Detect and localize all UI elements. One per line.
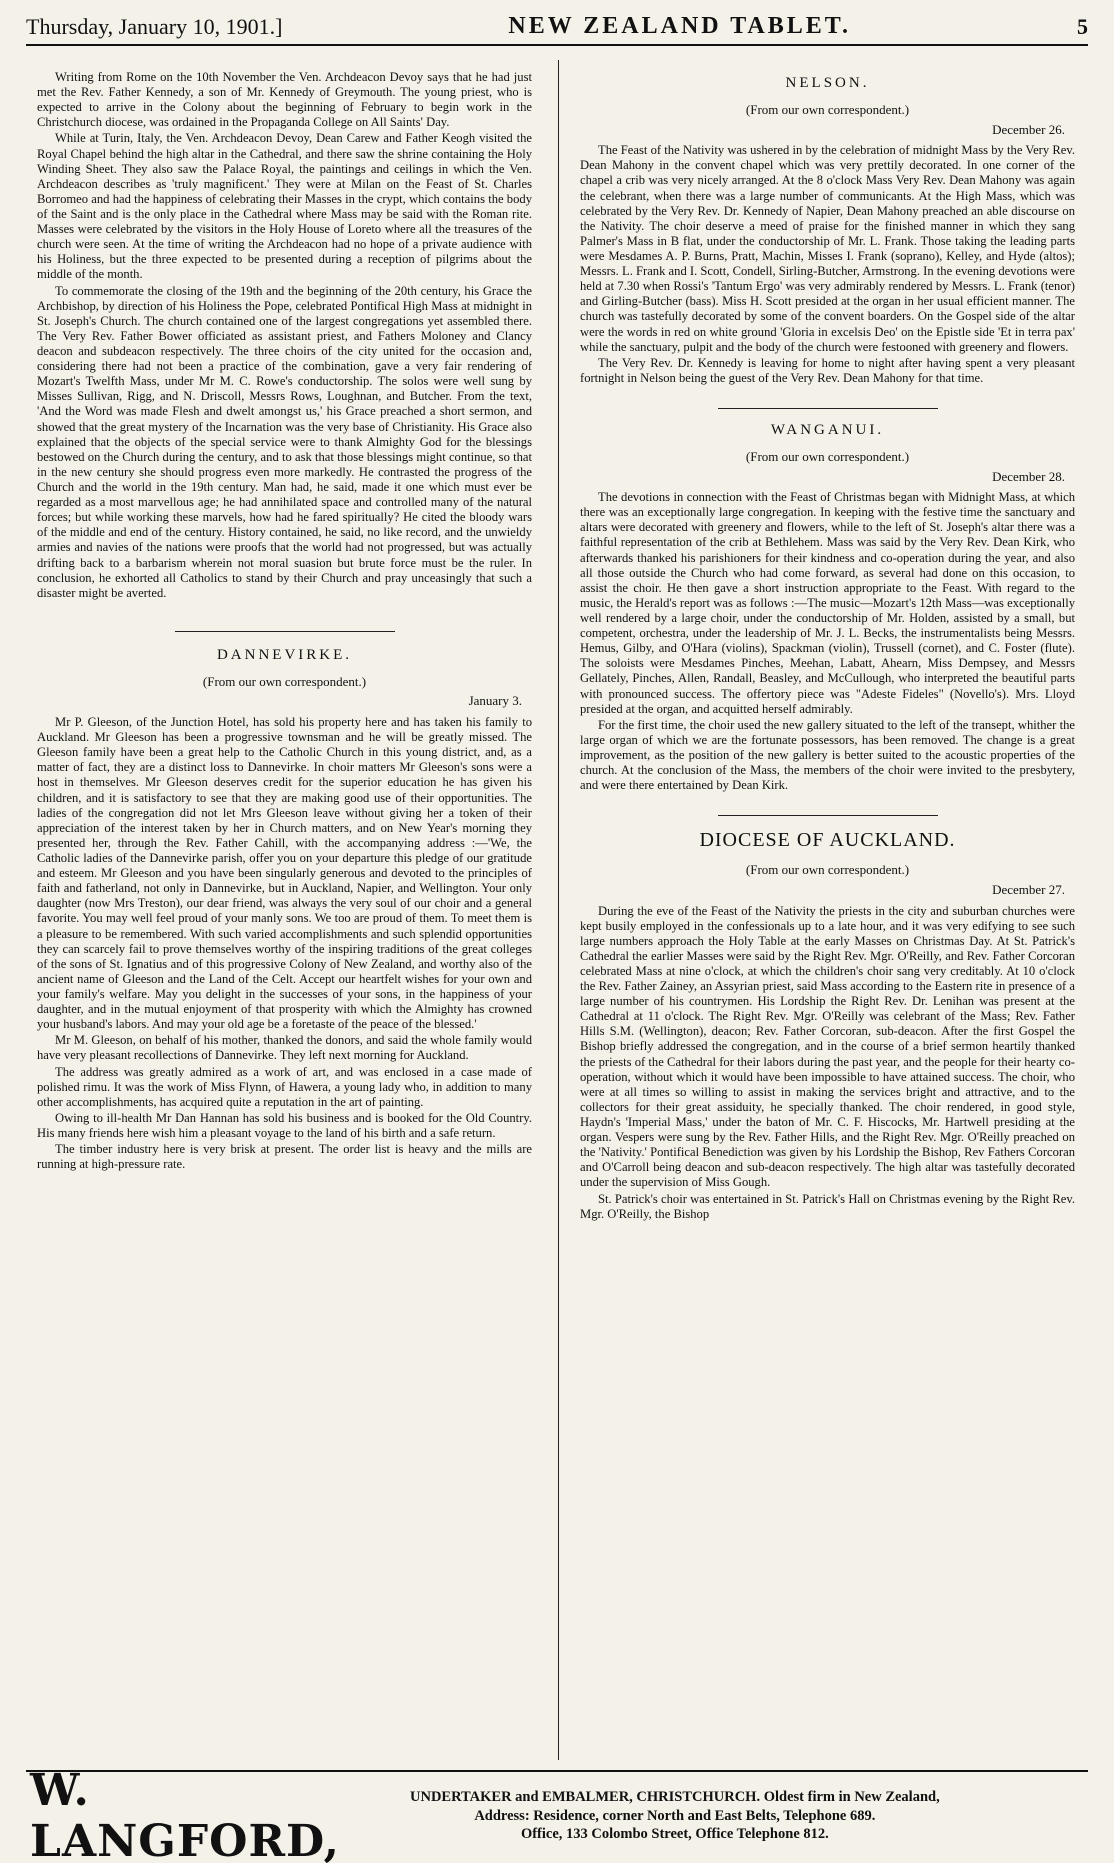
wanganui-date: December 28. xyxy=(992,468,1065,484)
page-number: 5 xyxy=(1076,14,1088,39)
right-column xyxy=(580,70,1075,1750)
nelson-byline: (From our own correspondent.) xyxy=(745,102,910,117)
dannevirke-paragraph: The address was greatly admired as a work of art, and was enclosed in a case made of polished rimu. It was the work of Miss Flynn, of Hawera, a young lady who, in addition to many other accomplishments, has acquired quite a reputation in the art of painting. xyxy=(37,1064,532,1109)
dannevirke-byline: (From our own correspondent.) xyxy=(202,673,367,689)
auckland-paragraph: St. Patrick's choir was entertained in St. Patrick's Hall on Christmas evening by the Right Rev. Mgr. O'Reilly, the Bishop xyxy=(580,1191,1075,1221)
rome-paragraph: While at Turin, Italy, the Ven. Archdeacon Devoy, Dean Carew and Father Keogh visited the Royal Chapel behind the high altar in the Cathedral, and there saw the shrine containing the Holy Winding Sheet. They also saw the Palace Royal, the paintings and ceilings in which the Ven. Archdeacon describes as 'truly magnificent.' They were at Milan on the Feast of St. Charles Borromeo and had the happiness of celebrating their Masses in the crypt, which contains the body of the Saint and is the only place in the Cathedral where Mass may be said with the Roman rite. Masses were celebrated by the visitors in the Holy House of Loreto where all the treasures of the church were seen. At the time of writing the Archdeacon had no hope of a private audience with his Holiness, but the three expected to be presented during a reception of pilgrims about the middle of the month. xyxy=(37,131,532,282)
auckland-byline: (From our own correspondent.) xyxy=(745,862,910,878)
auckland-heading: DIOCESE OF AUCKLAND. xyxy=(699,829,956,852)
advert-line: Address: Residence, corner North and East Belts, Telephone 689. xyxy=(474,1807,876,1824)
dannevirke-date: January 3. xyxy=(468,693,522,709)
wanganui-byline: (From our own correspondent.) xyxy=(745,448,910,464)
newspaper-title: NEW ZEALAND TABLET. xyxy=(508,13,852,39)
dannevirke-heading: DANNEVIRKE. xyxy=(216,646,353,663)
dannevirke-paragraph: The timber industry here is very brisk at present. The order list is heavy and the mills are running at high-pressure rate. xyxy=(37,1142,532,1172)
advert-firm-name: W. LANGFORD, xyxy=(30,1765,340,1863)
column-rule xyxy=(558,60,559,1760)
rome-paragraph: Writing from Rome on the 10th November the Ven. Archdeacon Devoy says that he had just met the Rev. Father Kennedy, a son of Mr. Kennedy of Greymouth. The young priest, who is expected to arrive in the Colony about the beginning of February to begin work in the Christchurch diocese, was ordained in the Propaganda College on All Saints' Day. xyxy=(37,70,532,130)
advert-details xyxy=(410,1788,940,1845)
wanganui-paragraph: The devotions in connection with the Feast of Christmas began with Midnight Mass, at which there was an exceptionally large congregation. In keeping with the festive time the sanctuary and altars were decorated with greenery and flowers, while to the left of St. Joseph's altar there was a faithful representation of the crib at Bethlehem. Mass was said by the Very Rev. Dean Kirk, who afterwards thanked his parishioners for their kindness and co-operation during the year, and also all those outside the Church who had come forward, as several had done on this occasion, to assist the choir. He then gave a short instruction appropriate to the Feast. With regard to the music, the Herald's report was as follows :—The music—Mozart's 12th Mass—was exceptionally well rendered by a large choir, under the conductorship of Mr. Holden, assisted by a small, but competent, orchestra, under the leadership of Mr. J. L. Becks, the instrumentalists being Messrs. Hemus, Gilby, and O'Hara (violins), Spackman (violin), Trussell (cornet), and C. Foster (flute). The soloists were Mesdames Pinches, Meehan, Labatt, Ahearn, Miss Dempsey, and Messrs Gellately, Pinches, Allen, Randall, Beasley, and McCullough, who interpreted the beautiful parts with pronounced success. The offertory piece was "Adeste Fideles" (Novello's). Mrs. Lloyd presided at the organ, and acquitted herself admirably. xyxy=(580,490,1075,716)
issue-date: Thursday, January 10, 1901.] xyxy=(26,14,283,39)
nelson-paragraph: The Feast of the Nativity was ushered in by the celebration of midnight Mass by the Very Rev. Dean Mahony in the convent chapel which was very prettily decorated. In one corner of the chapel a crib was very nicely arranged. At the 8 o'clock Mass Very Rev. Dean Mahony was again the celebrant, when there was a large number of communicants. At the High Mass, which was celebrated by the Very Rev. Dr. Kennedy of Napier, Dean Mahony preached an able discourse on the Nativity. The choir deserve a meed of praise for the finished manner in which they sang Palmer's Mass in B flat, under the conductorship of Mr. L. Frank. Those taking the leading parts were Mesdames A. P. Burns, Pratt, Machin, Misses I. Frank (soprano), Kelley, and Hyde (altos); Messrs. L. Frank and I. Scott, Condell, Sirling-Butcher, Armstrong. In the evening devotions were held at 7.30 when Rossi's 'Tantum Ergo' was very admirably rendered by Messrs. L. Frank (tenor) and Girling-Butcher (bass). Miss H. Scott presided at the organ in her usual efficient manner. The church was tastefully decorated by some of the convent boarders. On the Gospel side of the altar were the words in red on white ground 'Gloria in excelsis Deo' on the Epistle side 'Et in terra pax' while the sanctuary, pulpit and the body of the church were festooned with greenery and flowers. xyxy=(580,143,1075,354)
section-separator xyxy=(175,631,395,632)
rome-paragraph: To commemorate the closing of the 19th and the beginning of the 20th century, his Grace the Archbishop, by direction of his Holiness the Pope, celebrated Pontifical High Mass at midnight in St. Joseph's Church. The church contained one of the largest congregations yet assembled there. The Very Rev. Father Bower officiated as assistant priest, and Fathers Moloney and Clancy deacon and subdeacon respectively. The three choirs of the city united for the occasion and, considering there had not been a practice of the combination, gave a very fair rendering of Mozart's Twelfth Mass, under Mr M. C. Rowe's conductorship. The solos were well sung by Misses Sullivan, Rigg, and N. Driscoll, Messrs Rows, Loughnan, and Butcher. From the text, 'And the Word was made Flesh and dwelt amongst us,' his Grace preached a short sermon, and showed that the great mystery of the Incarnation was the very base of Christianity. His Grace also explained that the objects of the special service were to thank Almighty God for the blessings bestowed on the Church during the century, and to ask that those blessings might continue, so that in the new century she should progress even more markedly. He contrasted the progress of the Church and the world in the 19th century. Man had, he said, made it one which must ever be regarded as a most marvellous age; he had annihilated space and controlled many of the natural forces; but while working these marvels, how had he fared spiritually? He cited the bloody wars of the middle and end of the century. History contained, he said, no like record, and the unwieldy armies and navies of the nations were proofs that the world had not progressed, but was actually drifting back to a barbarism wherein not moral suasion but brute force must be the ruler. In conclusion, he exhorted all Catholics to stand by their Church and pray unceasingly that such a disaster might be averted. xyxy=(37,283,532,600)
auckland-paragraph: During the eve of the Feast of the Nativity the priests in the city and suburban churches were kept busily employed in the confessionals up to a late hour, and it was very edifying to see such large numbers approach the Holy Table at the early Masses on Christmas Day. At St. Patrick's Cathedral the earlier Masses were said by the Right Rev. Mgr. O'Reilly, and Rev. Father Corcoran celebrated Mass at nine o'clock, at which the children's choir sang very creditably. At 10 o'clock the Rev. Father Zainey, an Assyrian priest, said Mass according to the Eastern rite in presence of a large number of his countrymen. His Lordship the Right Rev. Dr. Lenihan was present at the Cathedral at 11 o'clock. The Right Rev. Mgr. O'Reilly was celebrant of the Mass; Rev. Father Hills S.M. (Wellington), deacon; Rev. Father Corcoran, sub-deacon. After the first Gospel the Bishop briefly addressed the congregation, and in the course of a brief sermon heartily thanked the priests of the Cathedral for their labors during the past year, and the people for their hearty co-operation, without which it would have been impossible to have attained success. The choir, who were at all times so willing to assist in making the services bright and attractive, and to the collectors for their great assiduity, he specially thanked. The choir rendered, in good style, Haydn's 'Imperial Mass,' under the baton of Mr. C. F. Hiscocks, Mr. Hartwell presiding at the organ. Vespers were sung by the Rev. Father Hills, and the Right Rev. Mgr. O'Reilly preached on the 'Nativity.' Pontifical Benediction was given by his Lordship the Bishop, Rev Fathers Corcoran and O'Carroll being deacon and sub-deacon respectively. The high altar was tastefully decorated under the supervision of Miss Gough. xyxy=(580,903,1075,1190)
dannevirke-paragraph: Owing to ill-health Mr Dan Hannan has sold his business and is booked for the Old Country. His many friends here wish him a pleasant voyage to the land of his birth and a safe return. xyxy=(37,1110,532,1140)
wanganui-heading: WANGANUI. xyxy=(770,421,885,438)
section-separator xyxy=(718,815,938,816)
wanganui-paragraph: For the first time, the choir used the new gallery situated to the left of the transept, whither the large organ of which we are the fortunate possessors, has been removed. The change is a great improvement, as the position of the new gallery is better suited to the acoustic properties of the church. At the conclusion of the Mass, the members of the choir were invited to the presbytery, and were there entertained by Dean Kirk. xyxy=(580,717,1075,793)
left-column xyxy=(37,70,532,1750)
section-separator xyxy=(718,408,938,409)
dannevirke-paragraph: Mr M. Gleeson, on behalf of his mother, thanked the donors, and said the whole family would have very pleasant recollections of Dannevirke. They left next morning for Auckland. xyxy=(37,1033,532,1063)
advert-line: UNDERTAKER and EMBALMER, CHRISTCHURCH. Oldest firm in New Zealand, xyxy=(410,1788,940,1805)
dannevirke-paragraph: Mr P. Gleeson, of the Junction Hotel, has sold his property here and has taken his family to Auckland. Mr Gleeson has been a progressive townsman and he will be greatly missed. The Gleeson family have been a great help to the Catholic Church in this young district, and, as a matter of fact, they are a distinct loss to Dannevirke. In choir matters Mr Gleeson's sons were a host in themselves. Mr Gleeson deserves credit for the superior education he has given his children, and it is satisfactory to see that they are making good use of their opportunities. The ladies of the congregation did not let Mrs Gleeson leave without giving her a token of their appreciation of the interest taken by her in Church matters, and on New Year's morning they presented her, through the Rev. Father Cahill, with the accompanying address :—'We, the Catholic ladies of the Dannevirke parish, offer you on your departure this pledge of our gratitude and esteem. Mr Gleeson and you have been singularly generous and devoted to the principles of faith and fatherland, not only in Dannevirke, but in Auckland, Napier, and Wellington. Your only daughter (now Mrs Treston), our dear friend, was always the very soul of our choir and a general favorite. You may well feel proud of your manly sons. We too are proud of them. To meet them is a pleasure to be remembered. With such varied accomplishments and such splendid opportunities they can scarcely fail to prove themselves worthy of the inspiring traditions of the great colleges of the sons of St. Ignatius and of this progressive Colony of New Zealand, and worthy also of the ancient name of Gleeson and the Land of the Celt. Accept our heartfelt wishes for your own and your family's welfare. May you delight in the successes of your sons, in the happiness of your daughter, and in the mutual enjoyment of that prosperity with which the Almighty has crowned your husband's labors. And may your old age be a foretaste of the peace of the blessed.' xyxy=(37,715,532,1032)
auckland-date: December 27. xyxy=(992,881,1065,897)
nelson-date: December 26. xyxy=(992,121,1065,137)
advertisement xyxy=(30,1765,1084,1863)
nelson-heading: NELSON. xyxy=(785,75,870,91)
advert-line: Office, 133 Colombo Street, Office Telephone 812. xyxy=(520,1826,829,1843)
nelson-paragraph: The Very Rev. Dr. Kennedy is leaving for home to night after having spent a very pleasant fortnight in Nelson being the guest of the Very Rev. Dean Mahony for that time. xyxy=(580,355,1075,385)
masthead xyxy=(26,6,1088,46)
